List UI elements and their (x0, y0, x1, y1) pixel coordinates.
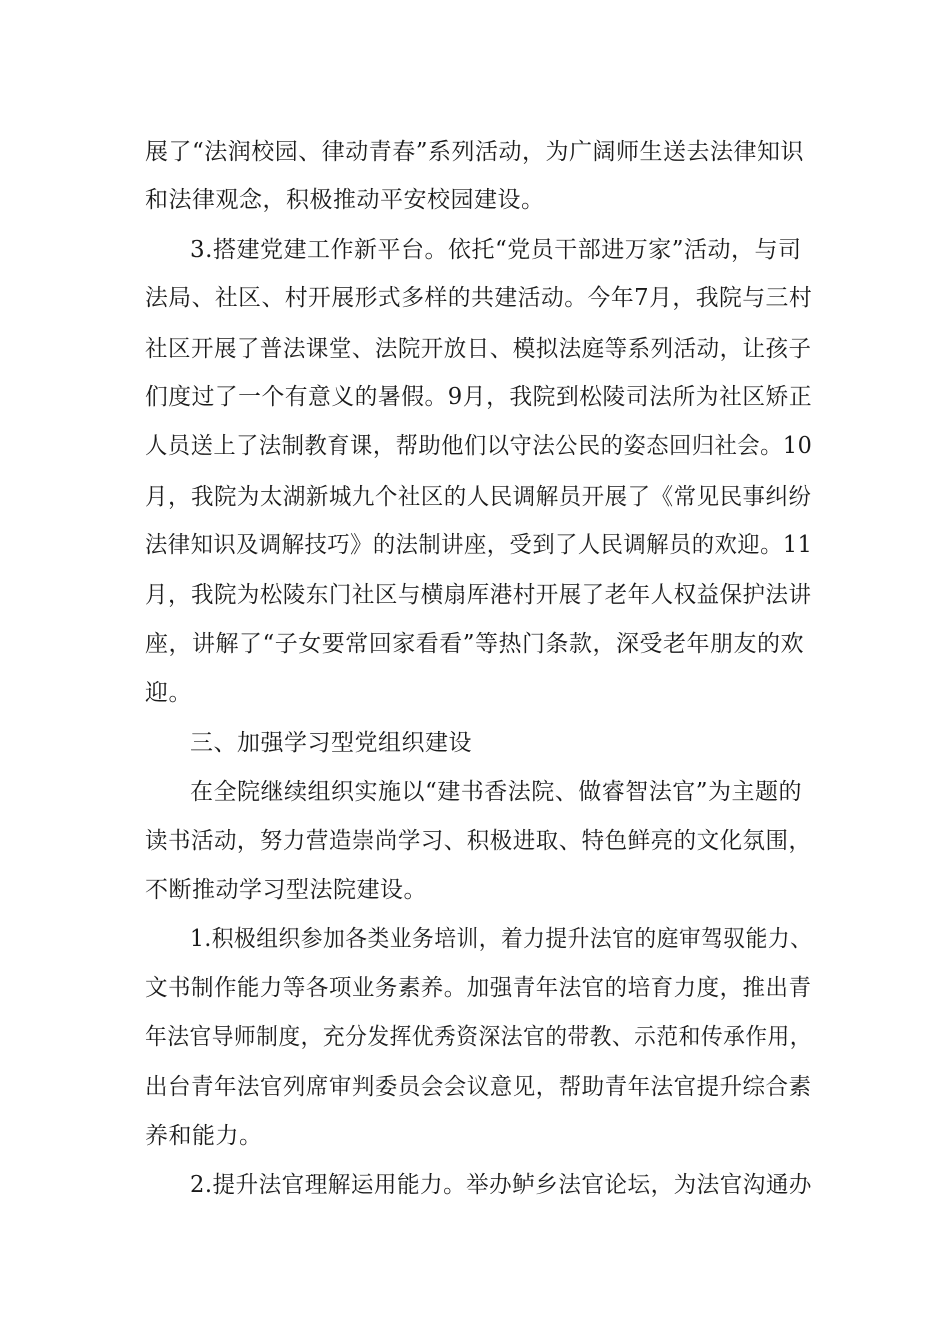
text-line: 法律知识及调解技巧》的法制讲座，受到了人民调解员的欢迎。11 (145, 532, 813, 558)
section-heading: 三、加强学习型党组织建设 (190, 730, 472, 756)
text-line: 座，讲解了“子女要常回家看看”等热门条款，深受老年朋友的欢 (145, 631, 805, 657)
text-line: 2.提升法官理解运用能力。举办鲈乡法官论坛，为法官沟通办 (190, 1172, 812, 1198)
text-line: 读书活动，努力营造崇尚学习、积极进取、特色鲜亮的文化氛围， (145, 828, 812, 854)
text-line: 社区开展了普法课堂、法院开放日、模拟法庭等系列活动，让孩子 (145, 336, 812, 362)
text-line: 出台青年法官列席审判委员会会议意见，帮助青年法官提升综合素 (145, 1074, 812, 1100)
text-line: 文书制作能力等各项业务素养。加强青年法官的培育力度，推出青 (145, 975, 812, 1001)
text-line: 3.搭建党建工作新平台。依托“党员干部进万家”活动，与司 (190, 237, 802, 263)
text-line: 养和能力。 (145, 1123, 263, 1149)
text-line: 月，我院为太湖新城九个社区的人民调解员开展了《常见民事纠纷 (145, 484, 812, 510)
text-line: 1.积极组织参加各类业务培训，着力提升法官的庭审驾驭能力、 (190, 926, 813, 952)
text-line: 在全院继续组织实施以“建书香法院、做睿智法官”为主题的 (190, 779, 803, 805)
text-line: 迎。 (145, 680, 192, 706)
text-line: 和法律观念，积极推动平安校园建设。 (145, 187, 545, 213)
text-line: 不断推动学习型法院建设。 (145, 877, 427, 903)
text-line: 展了“法润校园、律动青春”系列活动，为广阔师生送去法律知识 (145, 139, 805, 165)
text-line: 人员送上了法制教育课，帮助他们以守法公民的姿态回归社会。10 (145, 433, 813, 459)
text-line: 法局、社区、村开展形式多样的共建活动。今年7月，我院与三村 (145, 285, 813, 311)
text-line: 年法官导师制度，充分发挥优秀资深法官的带教、示范和传承作用， (145, 1024, 813, 1050)
text-line: 月，我院为松陵东门社区与横扇厍港村开展了老年人权益保护法讲 (145, 582, 812, 608)
text-line: 们度过了一个有意义的暑假。9月，我院到松陵司法所为社区矫正 (145, 384, 813, 410)
